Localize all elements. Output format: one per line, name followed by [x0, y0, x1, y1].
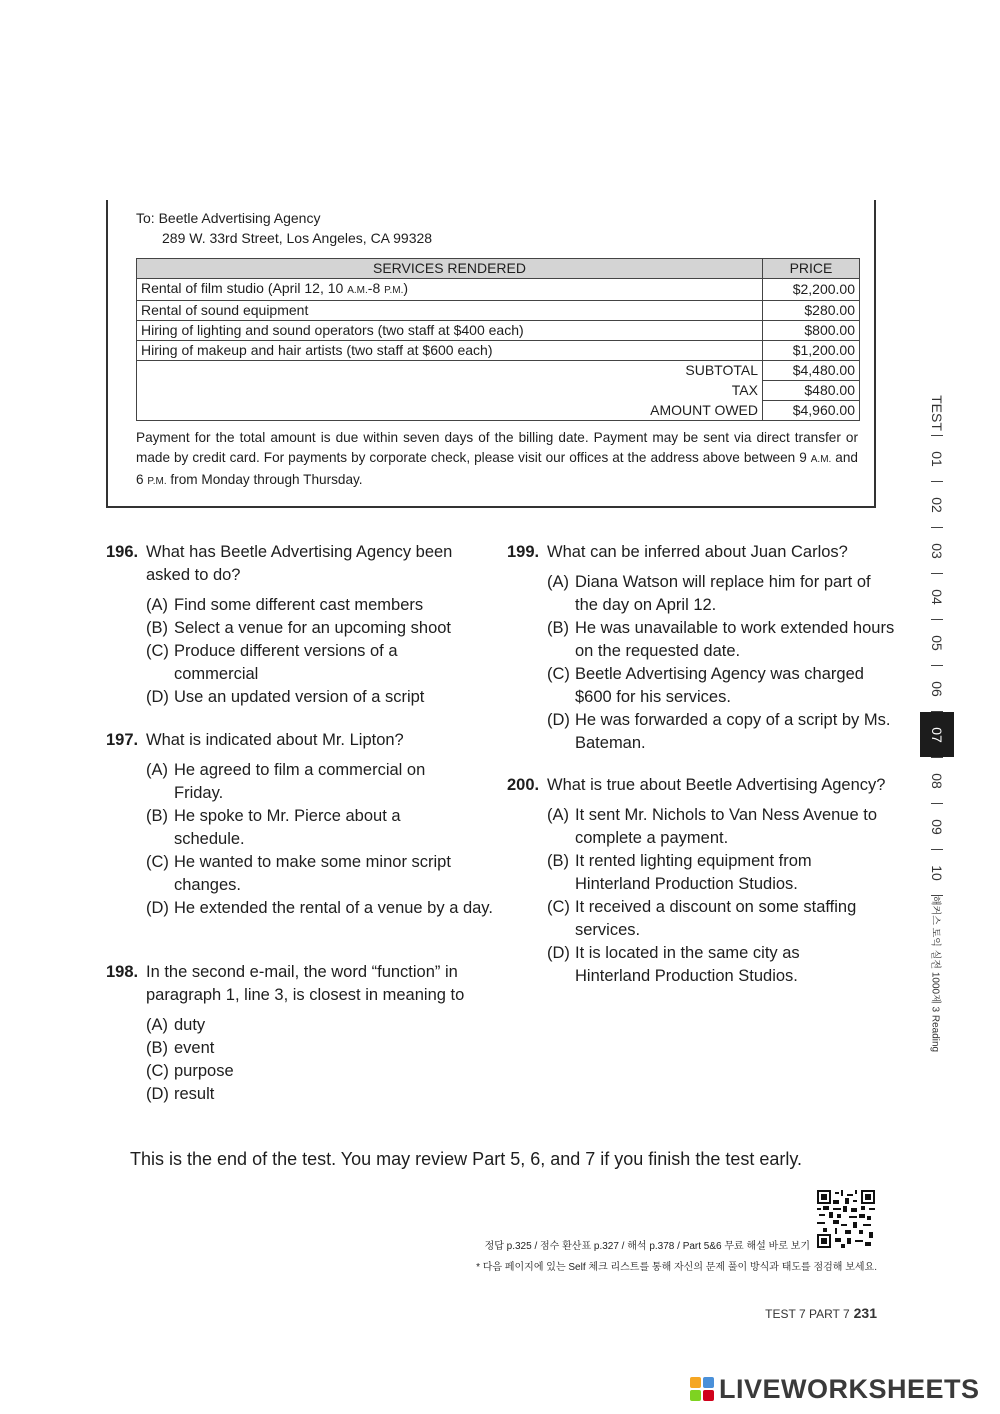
price-cell: $1,200.00 [763, 341, 860, 361]
services-table [136, 258, 860, 421]
price-cell: $280.00 [763, 301, 860, 321]
answer-option[interactable]: (A) Diana Watson will replace him for part of the day on April 12. [547, 573, 871, 614]
table-row [137, 279, 860, 301]
question-stem: What has Beetle Advertising Agency been asked to do? [146, 543, 453, 584]
tax-row [137, 381, 860, 401]
price-header: PRICE [763, 259, 860, 279]
price-cell: $2,200.00 [763, 279, 860, 301]
liveworksheets-logo-icon [690, 1377, 714, 1401]
table-row [137, 301, 860, 321]
answer-option[interactable]: (D) He extended the rental of a venue by a day. [146, 899, 493, 917]
payment-note: Payment for the total amount is due within seven days of the billing date. Payment may be sent via direct transfer or made by credit card. For payments by corporate check, please visit our offices at the address above between 9 A.M. and 6 P.M. from Monday through Thursday. [136, 430, 858, 487]
answer-option[interactable]: (B) It rented lighting equipment from Hinterland Production Studios. [547, 852, 812, 893]
answer-option[interactable]: (B) He was unavailable to work extended hours on the requested date. [547, 619, 895, 660]
tab-02[interactable]: 02 [929, 496, 945, 513]
tab-test-label: TEST [929, 394, 945, 431]
amount-owed-value: $4,960.00 [763, 401, 860, 421]
answer-option[interactable]: (C) He wanted to make some minor script changes. [146, 853, 451, 894]
answer-option[interactable]: (D) He was forwarded a copy of a script by Ms. Bateman. [547, 711, 891, 752]
answer-option[interactable]: (D) result [146, 1085, 215, 1103]
tax-value: $480.00 [763, 381, 860, 401]
table-header-row [137, 259, 860, 279]
tab-10[interactable]: 10 [929, 864, 945, 881]
service-cell: Rental of sound equipment [137, 301, 763, 321]
liveworksheets-brand[interactable] [690, 1374, 980, 1404]
answer-option[interactable]: (D) Use an updated version of a script [146, 688, 425, 706]
question-196 [106, 541, 486, 709]
subtotal-label: SUBTOTAL [137, 361, 763, 381]
answer-option[interactable]: (A) He agreed to film a commercial on Friday. [146, 761, 426, 802]
question-stem: What can be inferred about Juan Carlos? [547, 543, 848, 561]
table-row [137, 321, 860, 341]
tab-04[interactable]: 04 [929, 588, 945, 605]
page-number: 231 [853, 1305, 877, 1321]
tab-03[interactable]: 03 [929, 542, 945, 559]
answer-option[interactable]: (A) duty [146, 1016, 206, 1034]
answer-option[interactable]: (D) It is located in the same city as Hinterland Production Studios. [547, 944, 800, 985]
answer-option[interactable]: (C) Produce different versions of a commercial [146, 642, 398, 683]
question-stem: In the second e-mail, the word “function” in paragraph 1, line 3, is closest in meaning to [146, 963, 465, 1004]
price-cell: $800.00 [763, 321, 860, 341]
question-number: 198. [106, 963, 139, 981]
question-number: 199. [507, 543, 540, 561]
answer-option[interactable]: (A) It sent Mr. Nichols to Van Ness Avenue to complete a payment. [547, 806, 878, 847]
recipient-address: 289 W. 33rd Street, Los Angeles, CA 99328 [162, 230, 433, 246]
book-title: 해커스 토익 실전 1000제 3 Reading [929, 895, 941, 1052]
service-cell: Hiring of lighting and sound operators (two staff at $400 each) [137, 321, 763, 341]
end-of-test-note: This is the end of the test. You may review Part 5, 6, and 7 if you finish the test early. [130, 1149, 803, 1169]
amount-owed-label: AMOUNT OWED [137, 401, 763, 421]
page-label: TEST 7 PART 7 [765, 1307, 850, 1321]
answer-option[interactable]: (C) purpose [146, 1062, 234, 1080]
question-number: 200. [507, 776, 540, 794]
tab-01[interactable]: 01 [929, 450, 945, 467]
subtotal-row [137, 361, 860, 381]
tab-07-active[interactable]: 07 [920, 712, 954, 757]
brand-name: LIVEWORKSHEETS [719, 1373, 980, 1404]
question-198 [106, 961, 486, 1106]
tab-08[interactable]: 08 [929, 772, 945, 789]
answer-option[interactable]: (A) Find some different cast members [146, 596, 424, 614]
services-header: SERVICES RENDERED [137, 259, 763, 279]
answer-key-links[interactable]: 정답 p.325 / 점수 환산표 p.327 / 해석 p.378 / Part 5&6 무료 해설 바로 보기 [484, 1241, 810, 1252]
self-check-note: * 다음 페이지에 있는 Self 체크 리스트를 통해 자신의 문제 풀이 방식과 태도를 점검해 보세요. [476, 1262, 877, 1273]
tax-label: TAX [137, 381, 763, 401]
question-stem: What is true about Beetle Advertising Agency? [547, 776, 886, 794]
answer-option[interactable]: (C) It received a discount on some staffing services. [547, 898, 857, 939]
table-row [137, 341, 860, 361]
answer-option[interactable]: (B) event [146, 1039, 215, 1057]
tab-05[interactable]: 05 [929, 634, 945, 651]
subtotal-value: $4,480.00 [763, 361, 860, 381]
invoice-recipient [136, 208, 432, 248]
answer-option[interactable]: (B) He spoke to Mr. Pierce about a schedule. [146, 807, 401, 848]
answer-option[interactable]: (B) Select a venue for an upcoming shoot [146, 619, 452, 637]
amount-owed-row [137, 401, 860, 421]
question-stem: What is indicated about Mr. Lipton? [146, 731, 404, 749]
answer-option[interactable]: (C) Beetle Advertising Agency was charged $600 for his services. [547, 665, 864, 706]
tab-09[interactable]: 09 [929, 818, 945, 835]
invoice-box [106, 200, 876, 508]
side-tab-index [920, 390, 954, 1052]
tab-06[interactable]: 06 [929, 680, 945, 697]
service-cell: Rental of film studio (April 12, 10 A.M.-8 P.M.) [137, 279, 763, 301]
recipient-name: To: Beetle Advertising Agency [136, 210, 321, 226]
qr-code-icon[interactable] [817, 1190, 875, 1248]
question-number: 196. [106, 543, 139, 561]
question-number: 197. [106, 731, 139, 749]
question-199 [507, 541, 895, 755]
page-footer [720, 1305, 877, 1321]
question-197 [106, 729, 493, 920]
service-cell: Hiring of makeup and hair artists (two staff at $600 each) [137, 341, 763, 361]
question-200 [507, 774, 887, 988]
